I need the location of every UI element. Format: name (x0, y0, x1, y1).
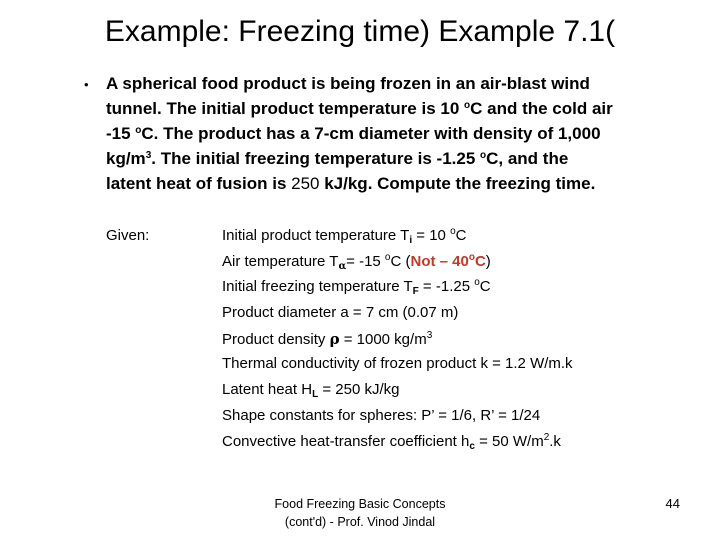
subscript: L (312, 389, 319, 401)
given-text: Product diameter a = 7 cm (0.07 m) (222, 304, 459, 322)
given-latent-heat (222, 380, 692, 406)
degree-symbol: o (474, 277, 480, 289)
given-list (222, 226, 692, 457)
given-unit: C (455, 227, 467, 244)
alpha-subscript: α (338, 260, 347, 272)
problem-text: tunnel. The initial product temperature is 10 (106, 99, 465, 118)
given-text: Air temperature T (222, 252, 339, 270)
given-text: Thermal conductivity of frozen product k = 1.2 W/m.k (222, 355, 573, 373)
given-air-temperature (222, 252, 692, 278)
given-label: Given: (106, 227, 150, 244)
given-initial-temperature (222, 226, 692, 252)
degree-symbol: o (480, 150, 487, 161)
given-text: Latent heat H (222, 381, 313, 399)
problem-text: C, and the (486, 149, 569, 168)
problem-text: -15 (106, 124, 136, 143)
degree-symbol: o (135, 125, 142, 136)
problem-line-4 (106, 146, 666, 171)
problem-text: C and the cold air (470, 99, 613, 118)
given-value: = 250 kJ/kg (318, 381, 400, 399)
problem-line-2 (106, 96, 666, 121)
given-unit: C ( (390, 252, 411, 270)
given-text: Shape constants for spheres: P’ = 1/6, R’ = 1/24 (222, 406, 541, 424)
rho-symbol: ρ (329, 329, 340, 348)
problem-text: A spherical food product is being frozen in an air-blast wind (106, 74, 590, 93)
problem-text: C. The product has a 7-cm diameter with density of 1,000 (141, 124, 601, 143)
footer-line-2: (cont'd) - Prof. Vinod Jindal (284, 515, 436, 529)
degree-symbol: o (468, 251, 475, 263)
problem-text: kg/m (106, 149, 146, 168)
degree-symbol: o (450, 226, 456, 237)
given-density (222, 329, 692, 355)
given-value: = 10 (412, 227, 451, 244)
given-value: = 1000 kg/m (339, 330, 427, 348)
given-conductivity (222, 354, 692, 380)
correction-text: Not – 40 (410, 252, 469, 270)
footer-line-1: Food Freezing Basic Concepts (274, 497, 446, 511)
correction-note (410, 253, 485, 270)
page-number: 44 (665, 496, 680, 511)
given-text: Product density (222, 330, 330, 348)
given-text: Convective heat-transfer coefficient h (222, 432, 470, 450)
degree-symbol: o (384, 251, 391, 263)
given-text: Initial product temperature T (222, 227, 410, 244)
given-diameter (222, 303, 692, 329)
bullet-icon: • (84, 77, 89, 92)
subscript: F (412, 286, 419, 298)
given-text: Initial freezing temperature T (222, 278, 413, 296)
superscript: 3 (426, 329, 433, 341)
degree-symbol: o (464, 100, 471, 111)
problem-text: kJ/kg. Compute the freezing time. (319, 174, 596, 193)
given-value: = -15 (346, 252, 385, 270)
superscript: 3 (145, 150, 152, 161)
problem-line-1 (106, 71, 666, 96)
superscript: 2 (543, 431, 550, 443)
slide-title: Example: Freezing time) Example 7.1( (104, 15, 616, 48)
given-unit: C (479, 278, 491, 296)
subscript: c (469, 440, 475, 452)
problem-statement (106, 71, 666, 196)
subscript: i (409, 235, 413, 246)
correction-unit: C (474, 252, 486, 270)
problem-text: latent heat of fusion is (106, 174, 292, 193)
latent-heat-value: 250 (291, 174, 320, 193)
given-freezing-temperature (222, 277, 692, 303)
given-unit: .k (549, 432, 561, 450)
problem-line-3 (106, 121, 666, 146)
given-value: = 50 W/m (474, 432, 544, 450)
problem-text: . The initial freezing temperature is -1.25 (151, 149, 481, 168)
given-value: = -1.25 (418, 278, 475, 296)
given-shape-constants (222, 406, 692, 432)
given-convective-coefficient (222, 432, 692, 458)
problem-line-5 (106, 171, 666, 196)
slide-footer (240, 495, 480, 531)
closing-paren: ) (485, 252, 491, 270)
